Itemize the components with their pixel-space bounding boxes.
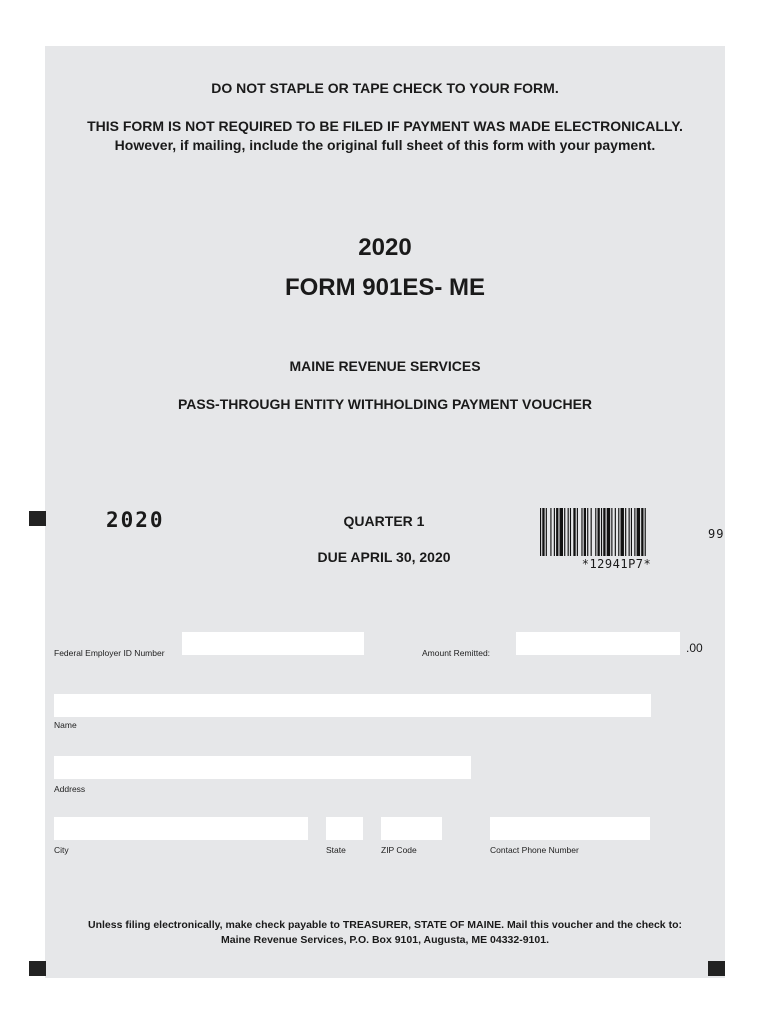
barcode-text: *12941P7* bbox=[581, 557, 652, 571]
mailing-address: Maine Revenue Services, P.O. Box 9101, Augusta, ME 04332-9101. bbox=[221, 934, 549, 946]
mailing-instruction: However, if mailing, include the original full sheet of this form with your payment. bbox=[114, 137, 656, 153]
barcode-bar bbox=[621, 508, 624, 556]
scan-code: 99 bbox=[708, 527, 725, 541]
barcode-bar bbox=[540, 508, 541, 556]
barcode-bar bbox=[591, 508, 592, 556]
barcode-bar bbox=[615, 508, 616, 556]
no-staple-notice: DO NOT STAPLE OR TAPE CHECK TO YOUR FORM. bbox=[211, 80, 559, 96]
barcode-bar bbox=[618, 508, 619, 556]
registration-mark bbox=[708, 961, 725, 976]
amount-label: Amount Remitted: bbox=[422, 648, 491, 658]
barcode-bar bbox=[556, 508, 558, 556]
address-field[interactable] bbox=[54, 756, 471, 779]
barcode-bar bbox=[573, 508, 575, 556]
fein-field[interactable] bbox=[182, 632, 364, 655]
agency-name: MAINE REVENUE SERVICES bbox=[289, 358, 481, 374]
form-year: 2020 bbox=[358, 234, 412, 261]
barcode-bar bbox=[570, 508, 571, 556]
barcode-bar bbox=[634, 508, 635, 556]
phone-field[interactable] bbox=[490, 817, 650, 840]
barcode-bar bbox=[564, 508, 565, 556]
barcode-bar bbox=[560, 508, 563, 556]
address-label: Address bbox=[54, 784, 86, 794]
barcode-bar bbox=[629, 508, 630, 556]
phone-label: Contact Phone Number bbox=[490, 845, 579, 855]
amount-cents: .00 bbox=[686, 641, 703, 655]
state-label: State bbox=[326, 845, 346, 855]
barcode-bar bbox=[631, 508, 632, 556]
voucher-title: PASS-THROUGH ENTITY WITHHOLDING PAYMENT VOUCHER bbox=[177, 396, 593, 412]
barcode-bar bbox=[581, 508, 582, 556]
voucher-year: 2020 bbox=[106, 508, 165, 532]
barcode-bar bbox=[601, 508, 602, 556]
barcode-bar bbox=[625, 508, 626, 556]
form-sheet bbox=[45, 46, 725, 978]
barcode-bar bbox=[641, 508, 643, 556]
registration-mark bbox=[29, 511, 46, 526]
name-field[interactable] bbox=[54, 694, 651, 717]
zip-label: ZIP Code bbox=[381, 845, 417, 855]
barcode-bar bbox=[587, 508, 588, 556]
fein-label: Federal Employer ID Number bbox=[54, 648, 165, 658]
city-label: City bbox=[54, 845, 69, 855]
barcode-bar bbox=[595, 508, 596, 556]
barcode-bar bbox=[611, 508, 612, 556]
city-field[interactable] bbox=[54, 817, 308, 840]
barcode-bar bbox=[546, 508, 547, 556]
payment-instructions: Unless filing electronically, make check payable to TREASURER, STATE OF MAINE. Mail this voucher and the check to: bbox=[88, 919, 682, 931]
barcode-bar bbox=[577, 508, 578, 556]
registration-mark bbox=[29, 961, 46, 976]
barcode-bar bbox=[607, 508, 610, 556]
barcode-bar bbox=[554, 508, 555, 556]
electronic-filing-notice: THIS FORM IS NOT REQUIRED TO BE FILED IF PAYMENT WAS MADE ELECTRONICALLY. bbox=[87, 118, 683, 134]
barcode-bar bbox=[645, 508, 646, 556]
barcode-bar bbox=[603, 508, 605, 556]
due-date: DUE APRIL 30, 2020 bbox=[317, 549, 451, 565]
barcode-bar bbox=[568, 508, 569, 556]
barcode-bar bbox=[637, 508, 640, 556]
amount-field[interactable] bbox=[516, 632, 680, 655]
barcode-bar bbox=[584, 508, 586, 556]
barcode-bar bbox=[598, 508, 600, 556]
state-field[interactable] bbox=[326, 817, 363, 840]
zip-field[interactable] bbox=[381, 817, 442, 840]
barcode bbox=[540, 508, 693, 556]
barcode-bar bbox=[542, 508, 544, 556]
name-label: Name bbox=[54, 720, 77, 730]
barcode-bar bbox=[550, 508, 551, 556]
quarter-label: QUARTER 1 bbox=[343, 513, 425, 529]
form-title: FORM 901ES- ME bbox=[284, 274, 486, 301]
